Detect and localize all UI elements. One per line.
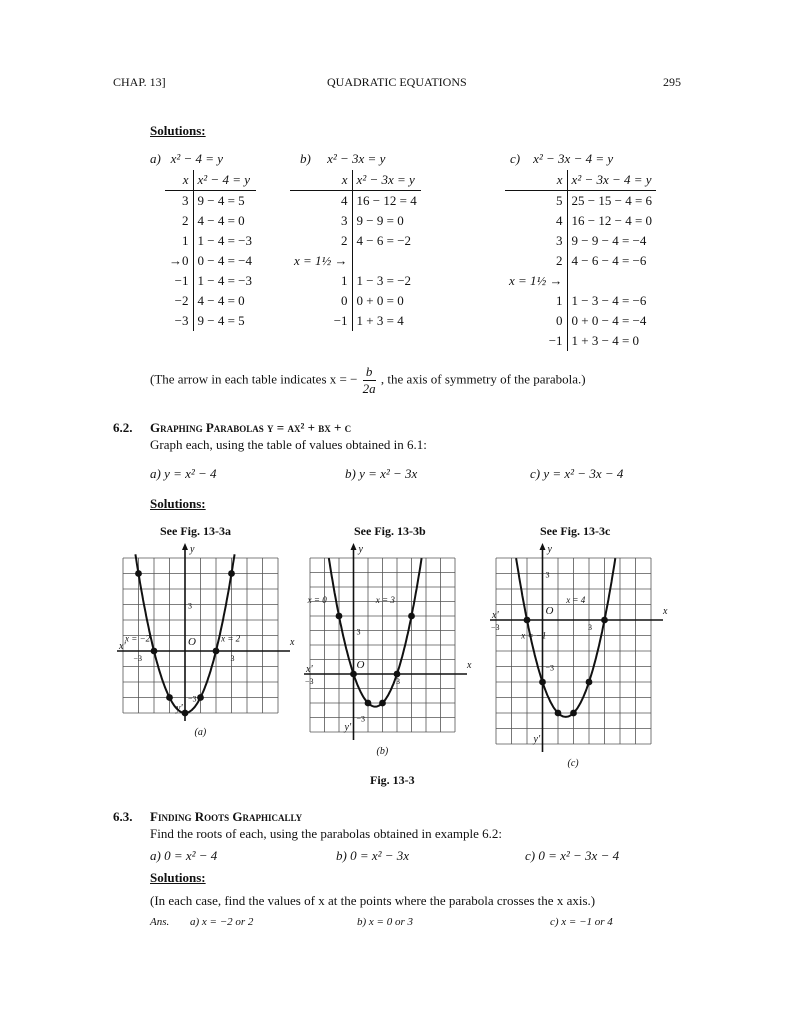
table-a-title: a) x² − 4 = y: [150, 151, 224, 166]
table-cell-x: 2: [165, 211, 193, 231]
annotation-right-root: x = 2: [221, 633, 241, 644]
table-cell-x: −3: [165, 311, 193, 331]
data-point: [601, 617, 608, 624]
table-header-expr: x² − 4 = y: [193, 170, 256, 191]
tick-label-y-bottom: −3: [188, 694, 197, 704]
table-row: [165, 291, 256, 311]
parabola-graph: [113, 538, 303, 770]
tick-label-y-bottom: −3: [356, 714, 366, 724]
data-point: [151, 648, 158, 655]
data-point: [586, 679, 593, 686]
y-axis-label: y: [547, 544, 552, 555]
data-point: [555, 710, 562, 717]
x-prime-label: x': [492, 610, 499, 621]
tick-label-y-bottom: −3: [545, 663, 555, 673]
table-cell-x: 5: [505, 191, 567, 212]
see-fig-b: See Fig. 13-3b: [354, 524, 426, 538]
table-cell-value: 4 − 6 = −2: [356, 233, 412, 248]
solutions-heading-63: Solutions:: [150, 870, 206, 885]
table-row: [165, 211, 256, 231]
section-title-62: Graphing Parabolas y = ax² + bx + c: [150, 420, 352, 435]
y-axis-arrow: [540, 543, 546, 550]
solutions-heading-61: Solutions:: [150, 123, 206, 138]
table-row: [505, 331, 656, 351]
problem-63b: b) 0 = x² − 3x: [336, 848, 410, 863]
table-cell-value: 1 − 3 = −2: [356, 273, 412, 288]
section-number-62: 6.2.: [113, 420, 133, 435]
table-header-x: x: [505, 170, 567, 191]
origin-label: O: [356, 659, 365, 671]
section-title-63: Finding Roots Graphically: [150, 809, 303, 824]
tick-label-x-right: 3: [230, 654, 235, 663]
table-row: [505, 251, 656, 271]
table-cell-x: 2: [505, 251, 567, 271]
parabola-curve: [329, 558, 422, 707]
table-header-expr: x² − 3x = y: [352, 170, 421, 191]
table-cell-x: −2: [165, 291, 193, 311]
table-cell-value: 16 − 12 = 4: [356, 193, 417, 208]
figure-caption: (b): [376, 746, 389, 757]
running-title: QUADRATIC EQUATIONS: [327, 75, 467, 89]
data-point: [228, 570, 235, 577]
table-c-title: c) x² − 3x − 4 = y: [510, 151, 614, 166]
tick-label-x-right: 3: [396, 677, 400, 686]
table-cell-x: 2: [290, 231, 352, 251]
data-point: [135, 570, 142, 577]
problem-62a: a) y = x² − 4: [150, 466, 217, 481]
figure-title: Fig. 13-3: [370, 773, 415, 787]
annotation-left-root: x = −1: [521, 630, 547, 641]
table-cell-value: 1 − 4 = −3: [197, 233, 252, 248]
table-cell-x: −1: [290, 311, 352, 331]
table-row: [505, 291, 656, 311]
table-cell-value: 0 + 0 − 4 = −4: [571, 313, 647, 328]
table-cell-x: 1: [165, 231, 193, 251]
table-row: [290, 191, 421, 212]
table-cell-x: 0: [290, 291, 352, 311]
figure-caption: (c): [567, 758, 579, 769]
table-cell-value: 4 − 6 − 4 = −6: [571, 253, 647, 268]
table-row: [165, 271, 256, 291]
x-axis-label: x: [467, 660, 472, 671]
axis-note: (The arrow in each table indicates x = − $\frac{b}{2a}$ , the axis of symmetry of the parabola.): [150, 364, 586, 396]
table-header-x: x: [290, 170, 352, 191]
data-point: [570, 710, 577, 717]
table-cell-value: 1 − 4 = −3: [197, 273, 252, 288]
tick-label-x-right: 3: [588, 623, 592, 632]
table-row: [165, 311, 256, 331]
table-row: [505, 191, 656, 212]
table-row: [165, 191, 256, 212]
table-row: [165, 251, 256, 271]
table-cell-x: 1: [505, 291, 567, 311]
table-cell-value: 9 − 9 = 0: [356, 213, 404, 228]
table-cell-x: −1: [505, 331, 567, 351]
table-cell-x: 0: [505, 311, 567, 331]
y-prime-label: y': [176, 703, 183, 714]
data-point: [350, 671, 357, 678]
origin-label: O: [188, 636, 196, 648]
tick-label-y-top: 3: [188, 601, 192, 611]
tick-label-y-top: 3: [545, 570, 550, 580]
figure-13-3b: [300, 538, 490, 770]
value-table-c: [505, 170, 656, 351]
y-axis-arrow: [182, 543, 188, 550]
figure-13-3a: [113, 538, 303, 770]
data-point: [166, 694, 173, 701]
table-cell-x: −1: [165, 271, 193, 291]
data-point: [182, 710, 189, 717]
table-row: [290, 311, 421, 331]
data-point: [213, 648, 220, 655]
problem-63c: c) 0 = x² − 3x − 4: [525, 848, 620, 863]
table-row: [505, 231, 656, 251]
data-point: [539, 679, 546, 686]
table-cell-value: 4 − 4 = 0: [197, 293, 245, 308]
see-fig-c: See Fig. 13-3c: [540, 524, 611, 538]
parabola-graph: [300, 538, 490, 770]
data-point: [197, 694, 204, 701]
section-instruction-63: Find the roots of each, using the parabolas obtained in example 6.2:: [150, 826, 502, 841]
annotation-left-root: x = 0: [307, 594, 327, 605]
answer-c: c) x = −1 or 4: [550, 916, 613, 928]
roots-explanation: (In each case, find the values of x at the points where the parabola crosses the x axis.): [150, 893, 596, 908]
data-point: [524, 617, 531, 624]
y-prime-label: y': [344, 722, 352, 733]
table-row: [290, 291, 421, 311]
table-row: [290, 211, 421, 231]
solutions-heading-62: Solutions:: [150, 496, 206, 511]
table-row: [290, 231, 421, 251]
table-cell-x: 3: [290, 211, 352, 231]
parabola-graph: [488, 538, 678, 770]
tick-label-x-left: −3: [305, 677, 314, 686]
x-axis-label: x: [290, 637, 295, 648]
table-cell-value: 16 − 12 − 4 = 0: [571, 213, 653, 228]
table-header-x: x: [165, 170, 193, 191]
table-row: [290, 251, 421, 271]
table-cell-value: 9 − 4 = 5: [197, 313, 245, 328]
table-cell-value: 1 + 3 − 4 = 0: [571, 333, 640, 348]
table-cell-value: [567, 271, 656, 291]
origin-label: O: [545, 605, 554, 617]
answer-label: Ans.: [150, 916, 170, 928]
table-row: [505, 211, 656, 231]
table-cell-x: →0: [165, 251, 193, 271]
answer-b: b) x = 0 or 3: [357, 916, 413, 928]
table-row: [505, 271, 656, 291]
answer-a: a) x = −2 or 2: [190, 916, 254, 928]
table-cell-x: 4: [505, 211, 567, 231]
data-point: [408, 613, 415, 620]
section-instruction-62: Graph each, using the table of values obtained in 6.1:: [150, 437, 427, 452]
chapter-label: CHAP. 13]: [113, 75, 166, 89]
y-axis-label: y: [358, 544, 363, 555]
table-cell-value: 1 − 3 − 4 = −6: [571, 293, 647, 308]
x-prime-label: x': [119, 641, 126, 652]
annotation-right-root: x = 3: [375, 594, 395, 605]
value-table-b: [290, 170, 421, 331]
table-cell-value: 4 − 4 = 0: [197, 213, 245, 228]
table-cell-value: 25 − 15 − 4 = 6: [571, 193, 653, 208]
table-row: [505, 311, 656, 331]
tick-label-y-top: 3: [356, 627, 361, 637]
x-prime-label: x': [306, 664, 313, 675]
table-cell-value: [352, 251, 421, 271]
table-row: [290, 271, 421, 291]
table-cell-value: 0 + 0 = 0: [356, 293, 404, 308]
table-cell-value: 9 − 4 = 5: [197, 193, 245, 208]
figure-13-3c: [488, 538, 678, 770]
see-fig-a: See Fig. 13-3a: [160, 524, 231, 538]
figure-caption: (a): [194, 727, 207, 738]
tick-label-x-left: −3: [133, 654, 143, 663]
problem-62b: b) y = x² − 3x: [345, 466, 418, 481]
y-prime-label: y': [533, 734, 541, 745]
table-row: [165, 231, 256, 251]
y-axis-label: y: [190, 544, 195, 555]
table-cell-x: 1: [290, 271, 352, 291]
table-cell-x: 3: [505, 231, 567, 251]
problem-63a: a) 0 = x² − 4: [150, 848, 218, 863]
data-point: [379, 700, 386, 707]
value-table-a: [165, 170, 256, 331]
annotation-right-root: x = 4: [566, 594, 586, 605]
table-cell-x: 4: [290, 191, 352, 212]
annotation-left-root: x = −2: [125, 633, 151, 644]
tick-label-x-left: −3: [491, 623, 500, 632]
table-header-expr: x² − 3x − 4 = y: [567, 170, 656, 191]
table-b-title: b) x² − 3x = y: [300, 151, 386, 166]
table-cell-x: x = 1½ →: [290, 251, 352, 271]
page-number: 295: [663, 75, 681, 89]
section-number-63: 6.3.: [113, 809, 133, 824]
x-axis-label: x: [663, 606, 668, 617]
y-axis-arrow: [351, 543, 357, 550]
problem-62c: c) y = x² − 3x − 4: [530, 466, 624, 481]
data-point: [365, 700, 372, 707]
table-cell-x: x = 1½ →: [505, 271, 567, 291]
table-cell-x: 3: [165, 191, 193, 212]
data-point: [336, 613, 343, 620]
table-cell-value: 9 − 9 − 4 = −4: [571, 233, 647, 248]
table-cell-value: 0 − 4 = −4: [197, 253, 252, 268]
table-cell-value: 1 + 3 = 4: [356, 313, 404, 328]
